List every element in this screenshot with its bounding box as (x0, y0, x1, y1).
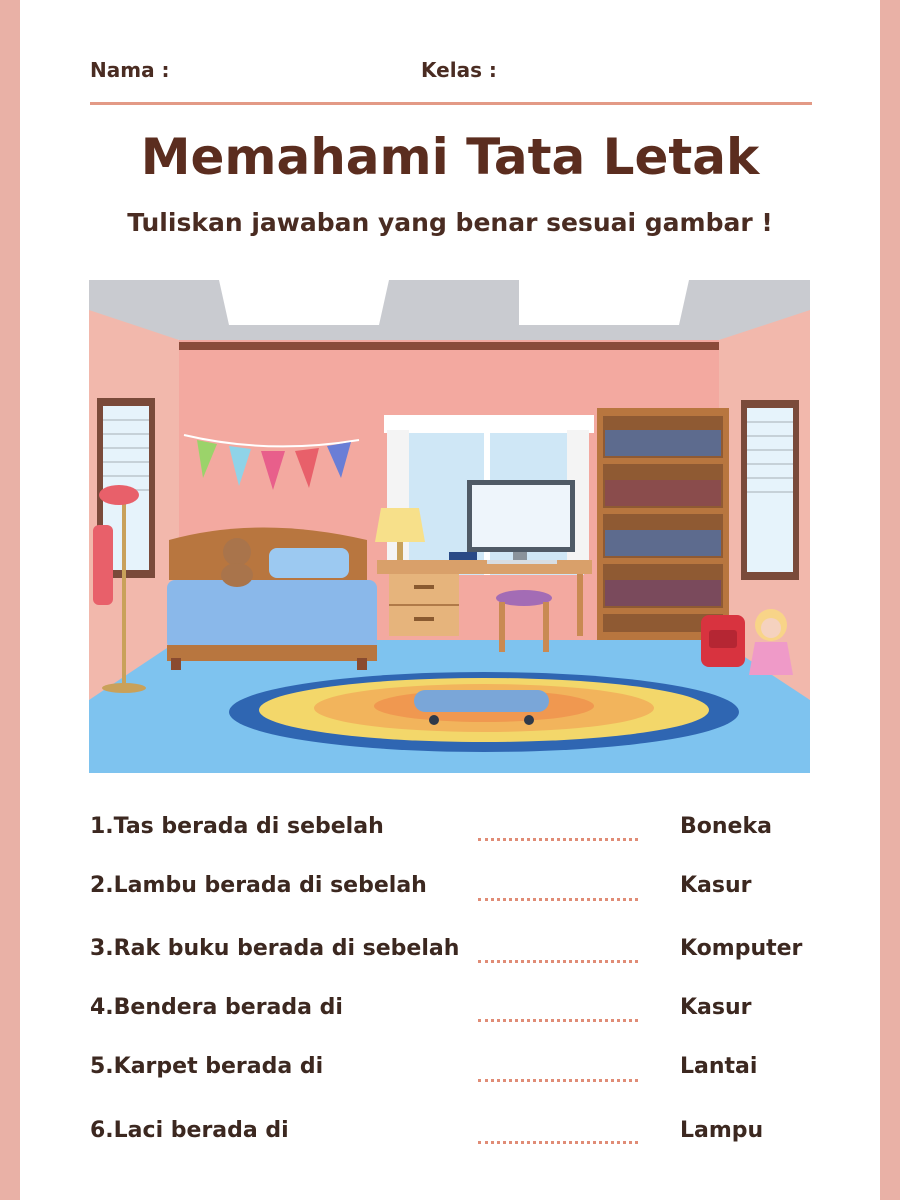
question-text: 1.Tas berada di sebelah (90, 814, 384, 839)
question-text: 4.Bendera berada di (90, 995, 343, 1020)
bed-blanket (167, 580, 377, 650)
answer-blank[interactable] (478, 1141, 638, 1144)
question-text: 5.Karpet berada di (90, 1054, 324, 1079)
teddy-bear-icon (223, 538, 251, 566)
ceiling-light-left (219, 280, 389, 325)
name-label: Nama : (90, 58, 170, 82)
answer-option: Kasur (680, 995, 752, 1020)
lamp-icon (375, 508, 425, 542)
pillow (269, 548, 349, 578)
hat-icon (99, 485, 139, 505)
answer-blank[interactable] (478, 1019, 638, 1022)
answer-option: Lantai (680, 1054, 758, 1079)
question-text: 6.Laci berada di (90, 1118, 289, 1143)
header-divider (90, 102, 812, 105)
page-title: Memahami Tata Letak (140, 128, 760, 186)
book-on-desk (449, 552, 477, 560)
answer-blank[interactable] (478, 1079, 638, 1082)
answer-blank[interactable] (478, 960, 638, 963)
answer-option: Komputer (680, 936, 803, 961)
question-text: 2.Lambu berada di sebelah (90, 873, 427, 898)
answer-option: Lampu (680, 1118, 764, 1143)
answer-option: Kasur (680, 873, 752, 898)
instruction: Tuliskan jawaban yang benar sesuai gambar ! (127, 208, 773, 237)
coat (93, 525, 113, 605)
answer-option: Boneka (680, 814, 772, 839)
ceiling (89, 280, 810, 340)
skateboard-icon (414, 690, 549, 712)
class-label: Kelas : (421, 58, 497, 82)
keyboard (487, 560, 557, 564)
wall-trim (179, 342, 719, 350)
question-text: 3.Rak buku berada di sebelah (90, 936, 460, 961)
curtain-top (384, 415, 594, 433)
right-window-glass (747, 408, 793, 572)
desk-top (377, 560, 592, 574)
ceiling-light-right (519, 280, 689, 325)
answer-blank[interactable] (478, 838, 638, 841)
bedroom-illustration (89, 280, 810, 773)
answer-blank[interactable] (478, 898, 638, 901)
